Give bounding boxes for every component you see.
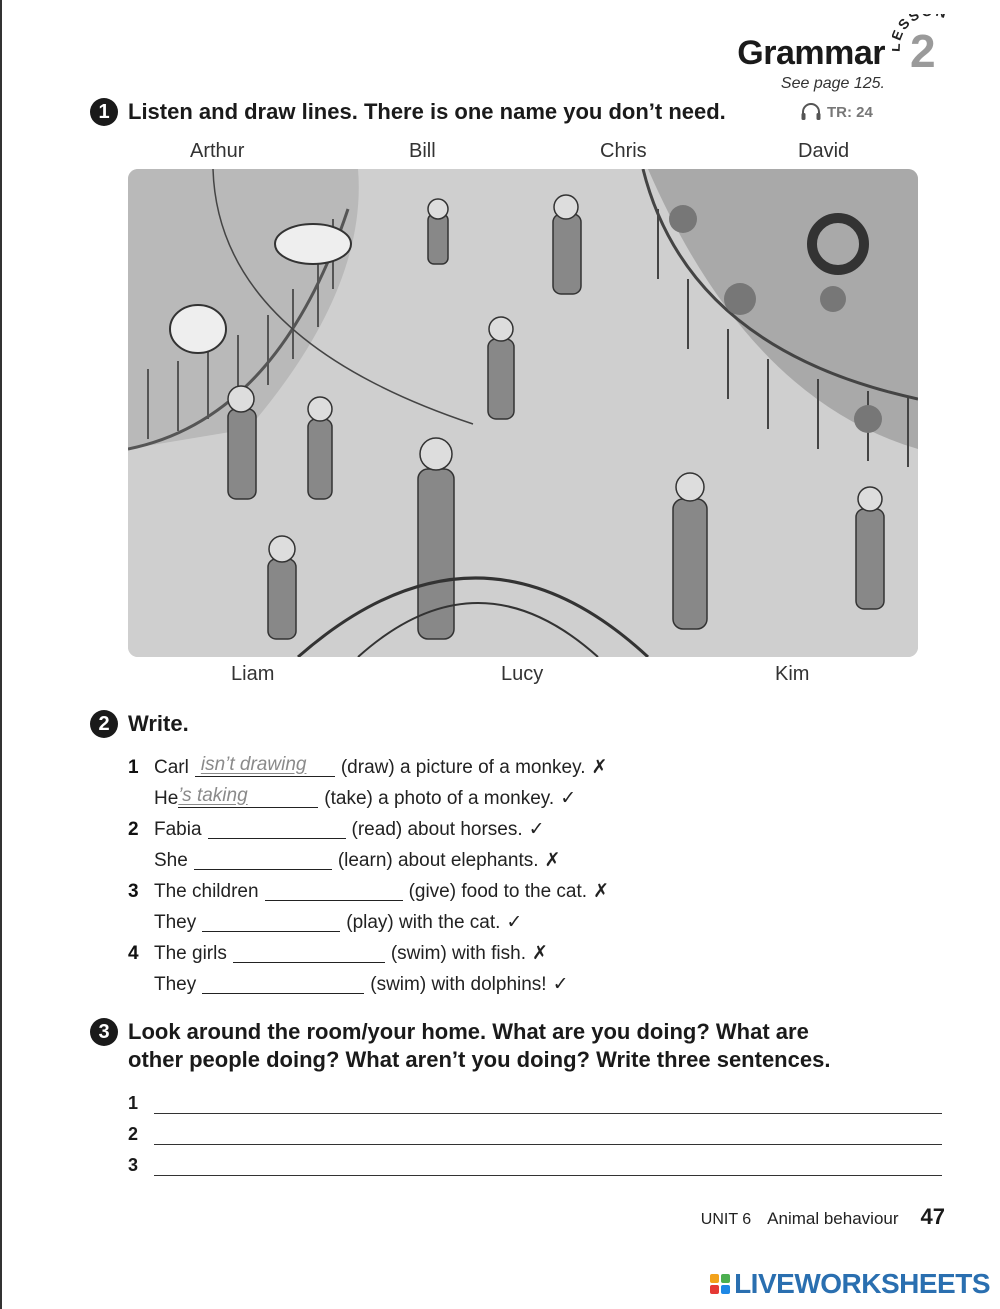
- answer-blank[interactable]: [195, 753, 335, 777]
- item-rest: (take) a photo of a monkey.: [324, 787, 555, 809]
- item-subject: The girls: [154, 942, 227, 964]
- exercise-3-number: 3: [90, 1018, 118, 1046]
- answer-blank[interactable]: [208, 821, 346, 839]
- item-number: 3: [128, 880, 139, 902]
- line-number: 3: [128, 1155, 139, 1175]
- writing-rule[interactable]: [154, 1129, 942, 1145]
- cross-mark: ✗: [544, 850, 561, 871]
- page-title: Grammar: [737, 34, 885, 72]
- item-rest: (swim) with dolphins!: [370, 973, 547, 995]
- item-number: 1: [128, 756, 139, 778]
- item-rest: (play) with the cat.: [346, 911, 501, 933]
- answer-blank[interactable]: [202, 914, 340, 932]
- ex2-item-4a: [128, 938, 928, 969]
- item-number: 4: [128, 942, 139, 964]
- name-bottom-1[interactable]: Liam: [231, 663, 275, 685]
- line-number: 1: [128, 1093, 139, 1113]
- check-mark: ✓: [560, 788, 577, 809]
- check-mark: ✓: [528, 819, 545, 840]
- headphones-icon: [800, 102, 822, 122]
- item-rest: (read) about horses.: [351, 818, 523, 840]
- exercise-3-instruction-line-2: other people doing? What aren’t you doing? Write three sentences.: [128, 1047, 831, 1072]
- line-number: 2: [128, 1124, 139, 1144]
- audio-track[interactable]: [800, 102, 873, 122]
- name-top-3[interactable]: Chris: [600, 140, 647, 162]
- item-rest: (learn) about elephants.: [337, 849, 539, 871]
- item-subject: She: [154, 849, 188, 871]
- page-left-border: [0, 0, 2, 1309]
- zoo-scene-drawing: [128, 169, 918, 657]
- lesson-word: SS: [894, 14, 924, 33]
- ex2-item-4b: [128, 969, 928, 1000]
- cross-mark: ✗: [593, 881, 609, 902]
- track-label: TR: 24: [827, 103, 873, 121]
- item-subject: They: [154, 911, 197, 933]
- see-page-reference: See page 125.: [780, 75, 885, 92]
- unit-topic: Animal behaviour: [767, 1209, 899, 1228]
- name-top-2[interactable]: Bill: [409, 140, 436, 162]
- item-subject: Fabia: [154, 818, 202, 840]
- answer-blank[interactable]: [178, 784, 318, 808]
- check-mark: ✓: [506, 912, 523, 933]
- item-rest: (draw) a picture of a monkey.: [340, 756, 586, 778]
- page-number: 47: [920, 1204, 945, 1229]
- item-subject: Carl: [154, 756, 189, 778]
- cross-mark: ✗: [591, 757, 608, 778]
- sample-answer: isn’t drawing: [200, 753, 307, 775]
- writing-rule[interactable]: [154, 1160, 942, 1176]
- name-top-1[interactable]: Arthur: [190, 140, 245, 162]
- answer-blank[interactable]: [202, 976, 364, 994]
- liveworksheets-brand[interactable]: [710, 1268, 990, 1300]
- writing-rule[interactable]: [154, 1098, 942, 1114]
- item-rest: (swim) with fish.: [390, 942, 526, 964]
- cross-mark: ✗: [531, 943, 548, 964]
- zoo-scene-illustration: [128, 169, 918, 657]
- writing-line-2[interactable]: [128, 1121, 942, 1145]
- answer-blank[interactable]: [265, 883, 403, 901]
- exercise-1-number: 1: [90, 98, 118, 126]
- exercise-2-instruction: Write.: [128, 711, 189, 736]
- exercise-2-items: [128, 752, 928, 1000]
- page-footer: [701, 1204, 945, 1230]
- name-bottom-2[interactable]: Lucy: [501, 663, 544, 685]
- answer-blank[interactable]: [233, 945, 385, 963]
- sample-answer: ’s taking: [178, 784, 248, 806]
- brand-name: LIVEWORKSHEETS: [734, 1268, 990, 1299]
- ex2-item-3b: [128, 907, 928, 938]
- item-subject: The children: [154, 880, 259, 902]
- item-number: 2: [128, 818, 139, 840]
- exercise-2-number: 2: [90, 710, 118, 738]
- liveworksheets-logo-icon: [710, 1274, 730, 1294]
- exercise-3-instruction-line-1: Look around the room/your home. What are you doing? What are: [128, 1019, 809, 1044]
- answer-blank[interactable]: [194, 852, 332, 870]
- item-rest: (give) food to the cat.: [408, 880, 588, 902]
- ex2-item-3a: [128, 876, 928, 907]
- ex2-item-2a: [128, 814, 928, 845]
- ex2-item-1a: [128, 752, 928, 783]
- ex2-item-1b: [128, 783, 928, 814]
- writing-line-3[interactable]: [128, 1152, 942, 1176]
- name-bottom-3[interactable]: Kim: [775, 663, 810, 685]
- name-top-4[interactable]: David: [798, 140, 850, 162]
- item-subject: He: [154, 787, 179, 809]
- check-mark: ✓: [552, 974, 569, 995]
- ex2-item-2b: [128, 845, 928, 876]
- unit-label: UNIT 6: [700, 1211, 752, 1228]
- item-subject: They: [154, 973, 197, 995]
- exercise-1-instruction: Listen and draw lines. There is one name you don’t need.: [128, 99, 726, 124]
- lesson-number: 2: [910, 25, 936, 77]
- writing-line-1[interactable]: [128, 1090, 942, 1114]
